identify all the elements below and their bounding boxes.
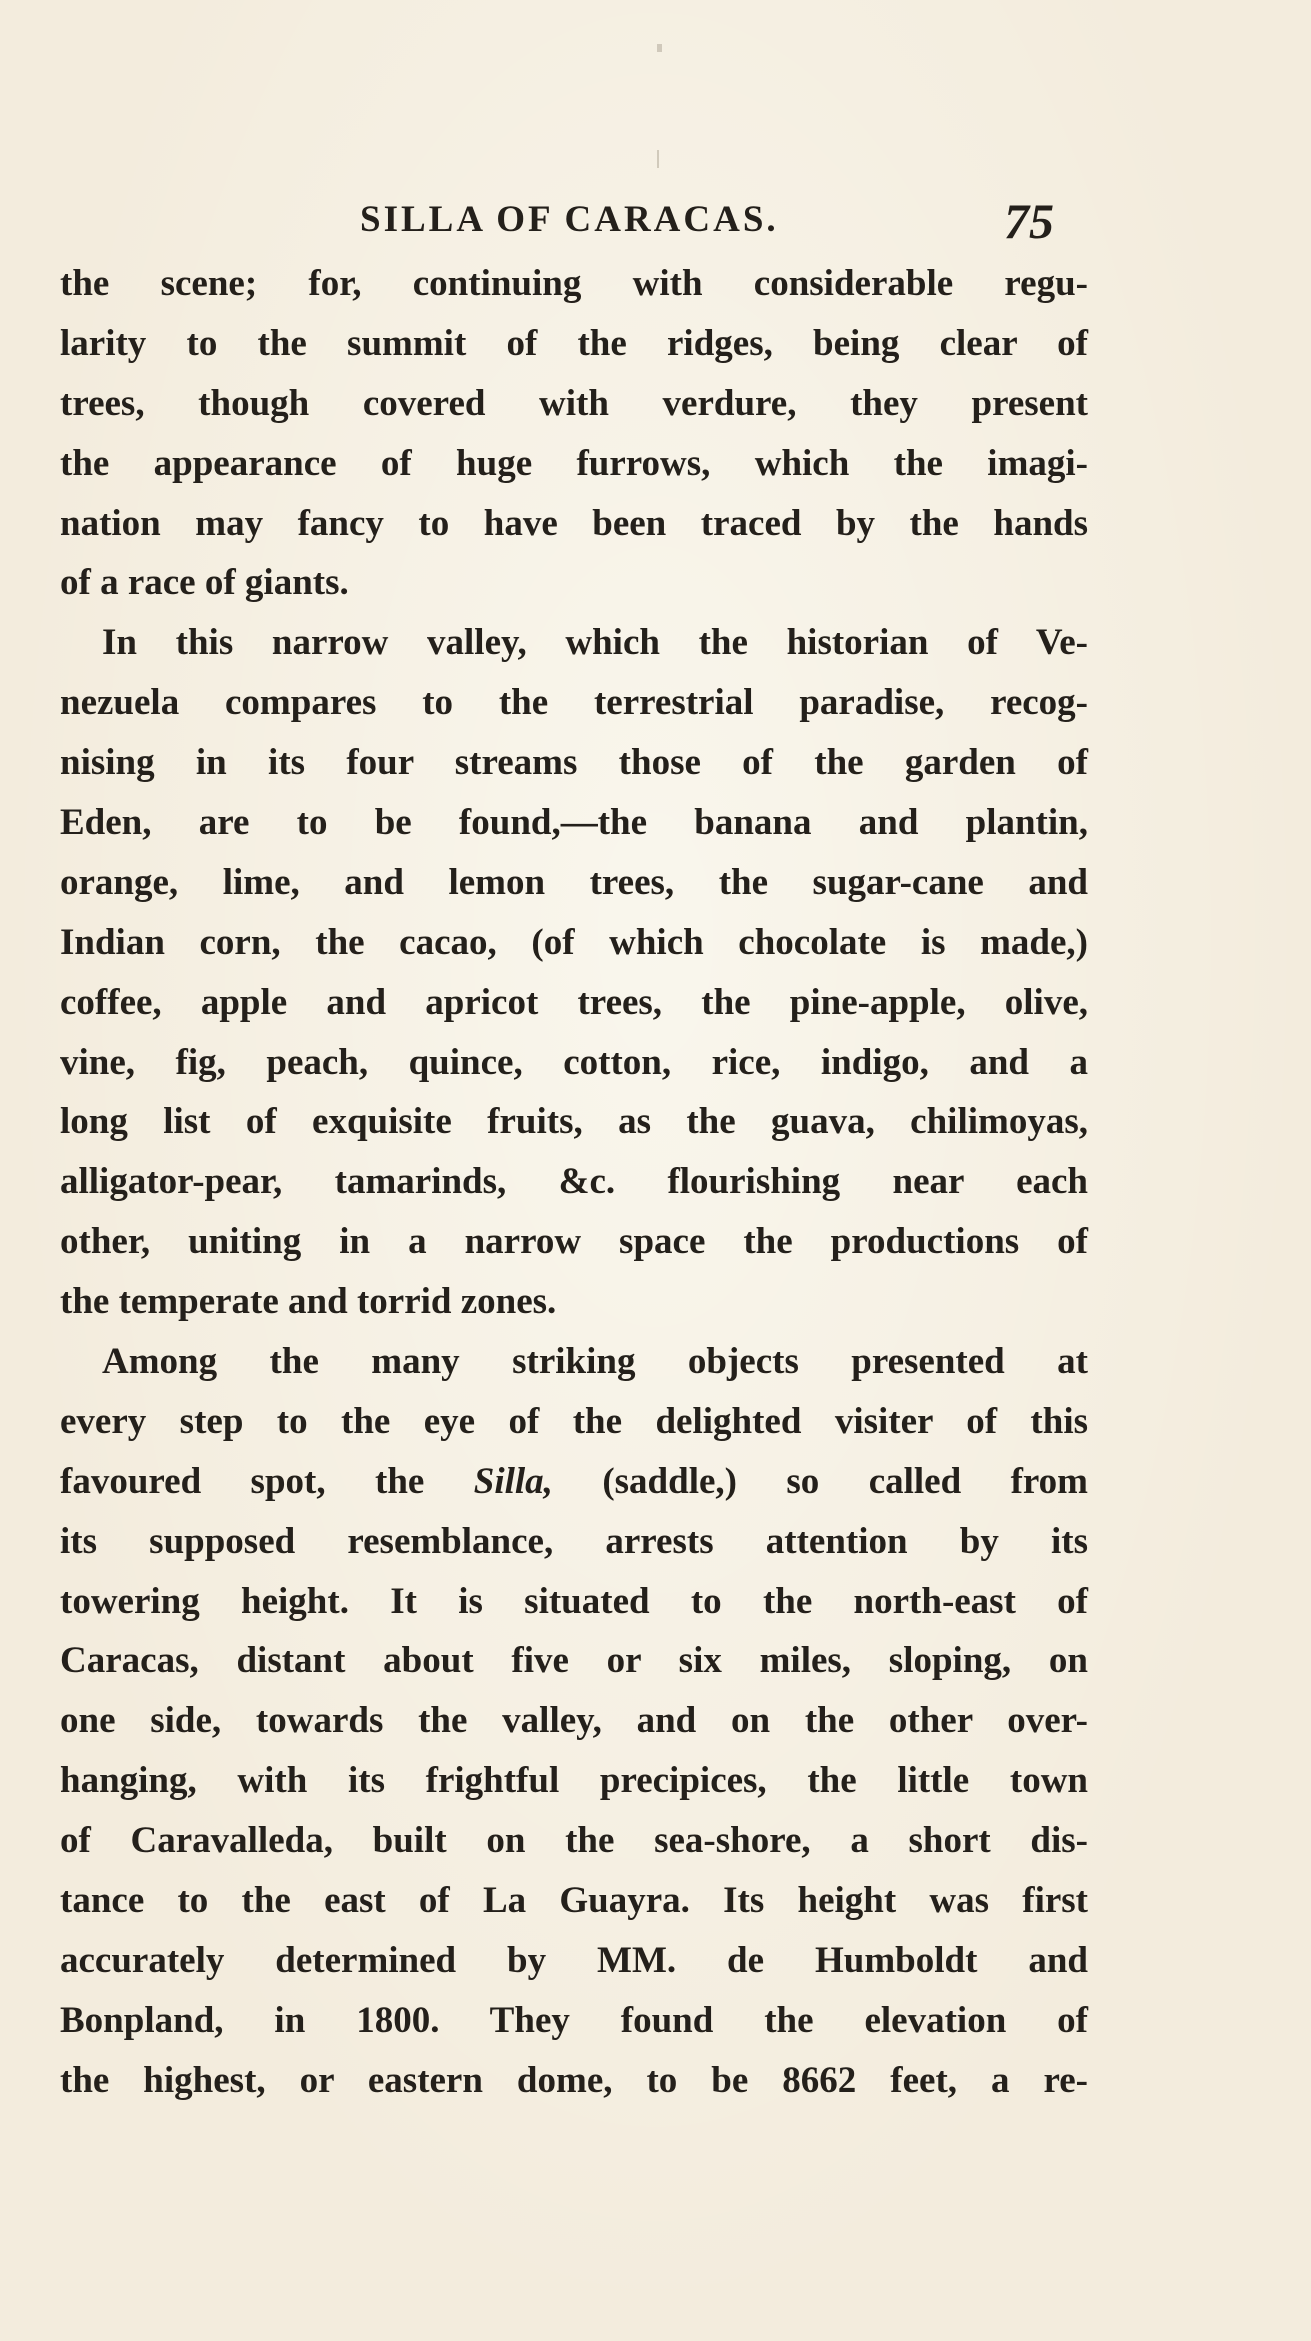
text-line: its supposed resemblance, arrests attention by its — [60, 1520, 1088, 1562]
text-line: of a race of giants. — [60, 562, 349, 604]
text-line: nising in its four streams those of the garden of — [60, 742, 1088, 784]
text-line: tance to the east of La Guayra. Its height was first — [60, 1880, 1088, 1922]
text-line: vine, fig, peach, quince, cotton, rice, indigo, and a — [60, 1041, 1088, 1083]
text-line: orange, lime, and lemon trees, the sugar-cane and — [60, 861, 1088, 903]
text-line: one side, towards the valley, and on the other over- — [60, 1700, 1088, 1742]
text-line: Indian corn, the cacao, (of which chocolate is made,) — [60, 921, 1088, 963]
text-line: accurately determined by MM. de Humboldt and — [60, 1939, 1088, 1981]
text-line: Among the many striking objects presented at — [102, 1341, 1088, 1383]
text-line: In this narrow valley, which the historian of Ve- — [102, 622, 1088, 664]
text-line: coffee, apple and apricot trees, the pine-apple, olive, — [60, 981, 1088, 1023]
text-line: the scene; for, continuing with considerable regu- — [60, 263, 1088, 304]
text-line: larity to the summit of the ridges, being clear of — [60, 322, 1088, 364]
text-line: the highest, or eastern dome, to be 8662 feet, a re- — [60, 2059, 1088, 2101]
text-line: the temperate and torrid zones. — [60, 1281, 557, 1323]
text-segment: favoured spot, the — [60, 1460, 474, 1502]
text-line: alligator-pear, tamarinds, &c. flourishing near each — [60, 1161, 1088, 1203]
text-line: every step to the eye of the delighted visiter of this — [60, 1400, 1088, 1442]
running-title: SILLA OF CARACAS. — [360, 199, 779, 240]
text-line: hanging, with its frightful precipices, the little town — [60, 1760, 1088, 1802]
text-line: other, uniting in a narrow space the productions of — [60, 1221, 1088, 1263]
page-number: 75 — [1004, 193, 1054, 249]
body-text — [60, 254, 1088, 2111]
italic-word-silla: Silla, — [473, 1460, 553, 1502]
paper-blemish — [657, 150, 659, 168]
text-line: trees, though covered with verdure, they present — [60, 382, 1088, 424]
page-header — [0, 193, 1311, 258]
text-line: the appearance of huge furrows, which the imagi- — [60, 442, 1088, 484]
text-line: nezuela compares to the terrestrial paradise, recog- — [60, 682, 1088, 724]
ink-speck — [657, 44, 662, 52]
text-line: long list of exquisite fruits, as the guava, chilimoyas, — [60, 1101, 1088, 1143]
text-line: Eden, are to be found,—the banana and plantin, — [60, 802, 1088, 844]
text-line: Caracas, distant about five or six miles, sloping, on — [60, 1640, 1088, 1682]
text-segment: (saddle,) so called from — [552, 1460, 1088, 1502]
text-line-with-italic — [60, 1452, 1088, 1512]
text-line: nation may fancy to have been traced by the hands — [60, 502, 1088, 544]
text-line: towering height. It is situated to the north-east of — [60, 1580, 1088, 1622]
text-line: of Caravalleda, built on the sea-shore, a short dis- — [60, 1820, 1088, 1862]
text-line: Bonpland, in 1800. They found the elevation of — [60, 1999, 1088, 2041]
